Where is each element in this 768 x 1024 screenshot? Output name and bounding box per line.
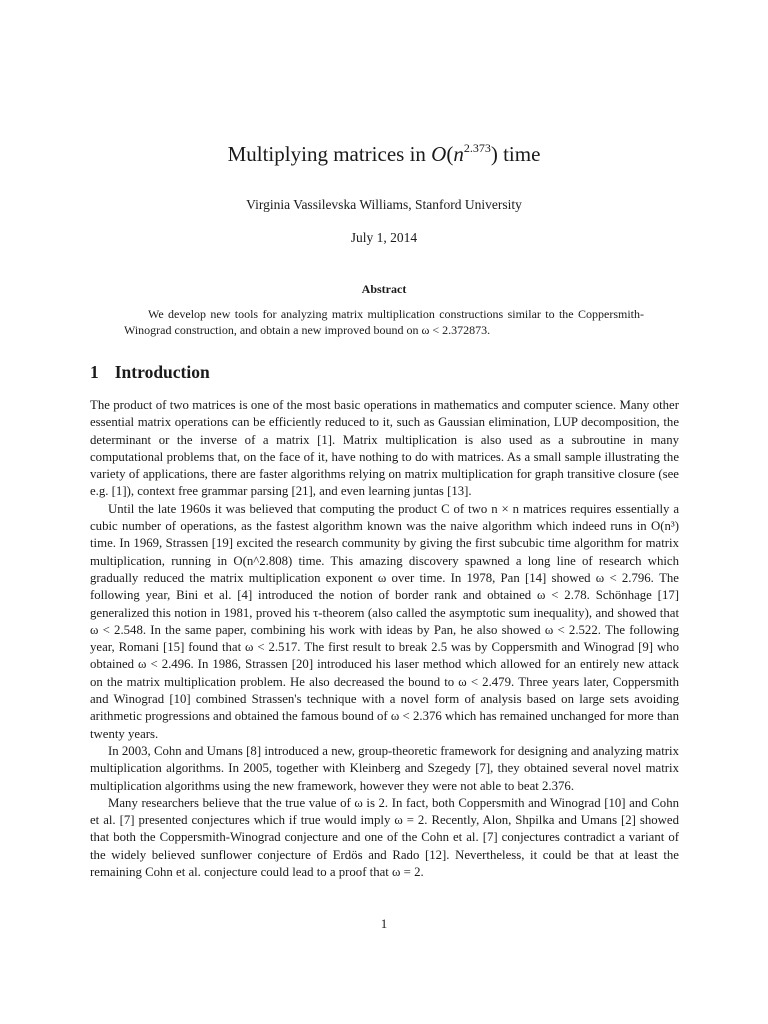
paragraph: Until the late 1960s it was believed that computing the product C of two n × n matrices requires essentially a cubic number of operations, as the fastest algorithm known was the naive algorithm which indeed runs in O(n³) time. In 1969, Strassen [19] excited the research community by giving the first subcubic time algorithm for matrix multiplication, running in O(n^2.808) time. This amazing discovery spawned a long line of research which gradually reduced the matrix multiplication exponent ω over time. In 1978, Pan [14] showed ω < 2.796. The following year, Bini et al. [4] introduced the notion of border rank and obtained ω < 2.78. Schönhage [17] generalized this notion in 1981, proved his τ-theorem (also called the asymptotic sum inequality), and showed that ω < 2.548. In the same paper, combining his work with ideas by Pan, he also showed ω < 2.522. The following year, Romani [15] found that ω < 2.517. The first result to break 2.5 was by Coppersmith and Winograd [9] who obtained ω < 2.496. In 1986, Strassen [20] introduced his laser method which allowed for an entirely new attack on the matrix multiplication problem. He also decreased the bound to ω < 2.479. Three years later, Coppersmith and Winograd [10] combined Strassen's technique with a novel form of analysis based on large sets avoiding arithmetic progressions and obtained the famous bound of ω < 2.376 which has remained unchanged for more than twenty years. — [90, 501, 679, 741]
paragraph: The product of two matrices is one of the most basic operations in mathematics and computer science. Many other essential matrix operations can be efficiently reduced to it, such as Gaussian elimination, LUP decomposition, the determinant or the inverse of a matrix [1]. Matrix multiplication is also used as a subroutine in many computational problems that, on the face of it, have nothing to do with matrices. As a small sample illustrating the variety of applications, there are faster algorithms relying on matrix multiplication for graph transitive closure (see e.g. [1]), context free grammar parsing [21], and even learning juntas [13]. — [90, 398, 679, 499]
abstract-text: We develop new tools for analyzing matrix multiplication constructions similar to the Coppersmith-Winograd construction, and obtain a new improved bound on ω < 2.372873. — [124, 307, 644, 337]
title-paren-close: ) — [490, 142, 498, 166]
paragraph: Many researchers believe that the true value of ω is 2. In fact, both Coppersmith and Winograd [10] and Cohn et al. [7] presented conjectures which if true would imply ω = 2. Recently, Alon, Shpilka and Umans [2] showed that both the Coppersmith-Winograd conjecture and one of the Cohn et al. [7] conjectures contradict a variant of the widely believed sunflower conjecture of Erdös and Rado [12]. Nevertheless, it could be that at least the remaining Cohn et al. conjecture could lead to a proof that ω = 2. — [90, 795, 679, 880]
body-text — [90, 397, 679, 881]
title-prefix: Multiplying matrices in — [227, 142, 432, 166]
abstract-heading: Abstract — [361, 282, 407, 296]
title-paren-open: ( — [446, 142, 454, 166]
section-number: 1 — [90, 362, 99, 382]
paper-title — [0, 141, 768, 167]
title-big-o: O — [431, 142, 447, 166]
title-n: n — [453, 142, 464, 166]
title-exponent: 2.373 — [463, 141, 491, 155]
title-suffix: time — [497, 142, 541, 166]
page-number: 1 — [380, 916, 388, 931]
author-line: Virginia Vassilevska Williams, Stanford University — [246, 197, 522, 212]
section-heading — [90, 362, 210, 383]
section-title: Introduction — [114, 362, 210, 382]
date-line: July 1, 2014 — [350, 230, 418, 245]
paragraph: In 2003, Cohn and Umans [8] introduced a new, group-theoretic framework for designing and analyzing matrix multiplication algorithms. In 2005, together with Kleinberg and Szegedy [7], they obtained several novel matrix multiplication algorithms using the new framework, however they were not able to beat 2.376. — [90, 743, 679, 793]
